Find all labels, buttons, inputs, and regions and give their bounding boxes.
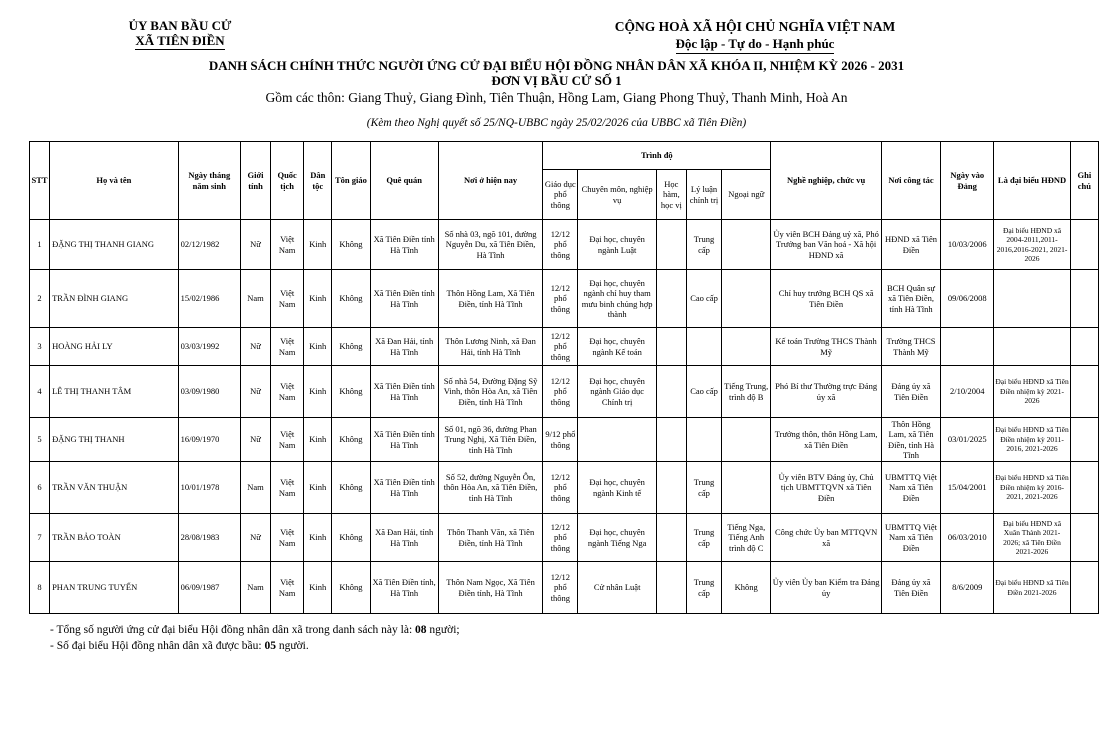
cell-gender: Nữ [240,328,270,366]
cell-name: TRẦN VĂN THUẬN [50,462,179,514]
cell-nationality: Việt Nam [271,514,304,562]
cell-note [1070,366,1098,418]
col-party-date: Ngày vào Đảng [941,142,994,220]
col-hometown: Quê quán [370,142,438,220]
cell-ethnicity: Kinh [304,562,332,614]
cell-job: Trưởng thôn, thôn Hồng Lam, xã Tiên Điền [771,418,882,462]
cell-dob: 06/09/1987 [178,562,240,614]
table-row [30,514,1099,562]
cell-name: HOÀNG HẢI LY [50,328,179,366]
cell-party-date: 8/6/2009 [941,562,994,614]
cell-specialty: Đại học, chuyên ngành Giáo dục Chính trị [578,366,656,418]
table-row [30,418,1099,462]
table-row [30,366,1099,418]
cell-religion: Không [332,562,370,614]
cell-gender: Nữ [240,366,270,418]
cell-stt: 8 [30,562,50,614]
cell-specialty: Đại học, chuyên ngành Kinh tế [578,462,656,514]
col-job: Nghề nghiệp, chức vụ [771,142,882,220]
cell-hometown: Xã Tiên Điền tỉnh Hà Tĩnh [370,418,438,462]
cell-academic [656,562,686,614]
cell-specialty: Cử nhân Luật [578,562,656,614]
cell-party-date: 03/01/2025 [941,418,994,462]
cell-ethnicity: Kinh [304,328,332,366]
cell-dob: 28/08/1983 [178,514,240,562]
col-stt: STT [30,142,50,220]
cell-general-edu: 12/12 phổ thông [543,514,578,562]
issuer-commune: XÃ TIÊN ĐIỀN [135,33,225,48]
cell-political: Cao cấp [686,366,721,418]
attachment-note: (Kèm theo Nghị quyết số 25/NQ-UBBC ngày 25/02/2026 của UBBC xã Tiên Điền) [366,117,747,129]
col-gender: Giới tính [240,142,270,220]
cell-gender: Nữ [240,514,270,562]
col-academic: Học hàm, học vị [656,170,686,220]
cell-stt: 3 [30,328,50,366]
table-row [30,562,1099,614]
cell-religion: Không [332,220,370,270]
cell-workplace: Đảng ủy xã Tiên Điền [881,366,940,418]
cell-residence: Thôn Nam Ngọc, Xã Tiên Điền tỉnh, Hà Tĩnh [438,562,542,614]
cell-specialty: Đại học, chuyên ngành Kế toán [578,328,656,366]
cell-nationality: Việt Nam [271,366,304,418]
cell-language [722,462,771,514]
issuer-block [95,18,265,50]
cell-party-date: 2/10/2004 [941,366,994,418]
col-workplace: Nơi công tác [881,142,940,220]
table-row [30,220,1099,270]
cell-note [1070,514,1098,562]
cell-name: LÊ THỊ THANH TÂM [50,366,179,418]
cell-note [1070,270,1098,328]
cell-dob: 02/12/1982 [178,220,240,270]
cell-dob: 03/03/1992 [178,328,240,366]
cell-delegate: Đại biểu HĐND xã Tiên Điền nhiệm kỳ 2021-2026 [994,366,1070,418]
table-body [30,220,1099,614]
col-religion: Tôn giáo [332,142,370,220]
cell-general-edu: 12/12 phổ thông [543,328,578,366]
country-name: CỘNG HOÀ XÃ HỘI CHỦ NGHĨA VIỆT NAM [614,19,896,34]
cell-political: Trung cấp [686,562,721,614]
footer-elected-text: - Số đại biểu Hội đồng nhân dân xã được bầu: [50,640,265,652]
cell-workplace: BCH Quân sự xã Tiên Điền, tỉnh Hà Tĩnh [881,270,940,328]
cell-nationality: Việt Nam [271,328,304,366]
col-dob: Ngày tháng năm sinh [178,142,240,220]
cell-residence: Số nhà 54, Đường Đặng Sỹ Vinh, thôn Hòa An, xã Tiên Điền, tỉnh Hà Tĩnh [438,366,542,418]
cell-stt: 6 [30,462,50,514]
cell-academic [656,462,686,514]
table-row [30,270,1099,328]
cell-specialty: Đại học, chuyên ngành chỉ huy tham mưu binh chủng hợp thành [578,270,656,328]
cell-hometown: Xã Tiên Điền tỉnh Hà Tĩnh [370,366,438,418]
cell-delegate: Đại biểu HĐND xã Tiên Điền nhiệm kỳ 2016-2021, 2021-2026 [994,462,1070,514]
cell-ethnicity: Kinh [304,220,332,270]
cell-religion: Không [332,462,370,514]
cell-stt: 1 [30,220,50,270]
cell-general-edu: 12/12 phổ thông [543,366,578,418]
footer-elected-count [50,640,309,652]
cell-job: Kế toán Trường THCS Thành Mỹ [771,328,882,366]
footer-elected-suffix: người. [275,640,309,652]
cell-workplace: Trường THCS Thành Mỹ [881,328,940,366]
cell-nationality: Việt Nam [271,270,304,328]
cell-academic [656,366,686,418]
cell-gender: Nữ [240,220,270,270]
cell-note [1070,562,1098,614]
cell-religion: Không [332,328,370,366]
cell-job: Phó Bí thư Thường trực Đảng ủy xã [771,366,882,418]
issuer-name: ỦY BAN BẦU CỬ [128,18,232,33]
cell-name: ĐẶNG THỊ THANH [50,418,179,462]
cell-dob: 03/09/1980 [178,366,240,418]
cell-gender: Nam [240,270,270,328]
cell-job: Ủy viên Ủy ban Kiểm tra Đảng ủy [771,562,882,614]
col-specialty: Chuyên môn, nghiệp vụ [578,170,656,220]
cell-residence: Thôn Thanh Văn, xã Tiên Điền, tỉnh Hà Tĩnh [438,514,542,562]
cell-delegate: Đại biểu HĐND xã Xuân Thành 2021-2026; xã Tiên Điền 2021-2026 [994,514,1070,562]
cell-language [722,328,771,366]
cell-ethnicity: Kinh [304,270,332,328]
cell-party-date: 15/04/2001 [941,462,994,514]
title-line-2: ĐƠN VỊ BẦU CỬ SỐ 1 [491,73,622,88]
cell-hometown: Xã Đan Hải, tỉnh Hà Tĩnh [370,328,438,366]
cell-religion: Không [332,270,370,328]
candidate-table [29,141,1099,614]
cell-language [722,270,771,328]
cell-academic [656,328,686,366]
cell-residence: Số 01, ngõ 36, đường Phan Trung Nghị, Xã Tiên Điền, tỉnh Hà Tĩnh [438,418,542,462]
cell-ethnicity: Kinh [304,366,332,418]
cell-general-edu: 12/12 phổ thông [543,220,578,270]
cell-workplace: UBMTTQ Việt Nam xã Tiên Điền [881,514,940,562]
cell-religion: Không [332,366,370,418]
cell-hometown: Xã Tiên Điền tỉnh Hà Tĩnh [370,462,438,514]
cell-delegate [994,270,1070,328]
cell-hometown: Xã Tiên Điền tỉnh, Hà Tĩnh [370,562,438,614]
cell-stt: 7 [30,514,50,562]
cell-note [1070,462,1098,514]
document-title [0,58,1113,88]
motto: Độc lập - Tự do - Hạnh phúc [676,35,835,54]
cell-general-edu: 9/12 phổ thông [543,418,578,462]
cell-dob: 16/09/1970 [178,418,240,462]
col-language: Ngoại ngữ [722,170,771,220]
title-line-1: DANH SÁCH CHÍNH THỨC NGƯỜI ỨNG CỬ ĐẠI BIỂU HỘI ĐỒNG NHÂN DÂN XÃ KHÓA II, NHIỆM KỲ 2026 - 2031 [208,58,905,73]
cell-religion: Không [332,514,370,562]
cell-specialty: Đại học, chuyên ngành Tiếng Nga [578,514,656,562]
cell-workplace: UBMTTQ Việt Nam xã Tiên Điền [881,462,940,514]
col-education-group: Trình độ [543,142,771,170]
cell-academic [656,220,686,270]
cell-delegate: Đại biểu HĐND xã 2004-2011,2011-2016,2016-2021, 2021-2026 [994,220,1070,270]
footer-elected-value: 05 [264,640,276,652]
cell-religion: Không [332,418,370,462]
cell-note [1070,418,1098,462]
cell-party-date: 09/06/2008 [941,270,994,328]
cell-nationality: Việt Nam [271,562,304,614]
cell-ethnicity: Kinh [304,514,332,562]
col-nationality: Quốc tịch [271,142,304,220]
cell-party-date: 06/03/2010 [941,514,994,562]
cell-name: PHAN TRUNG TUYẾN [50,562,179,614]
cell-dob: 10/01/1978 [178,462,240,514]
cell-delegate [994,328,1070,366]
footer-total-text: - Tổng số người ứng cử đại biểu Hội đồng nhân dân xã trong danh sách này là: [50,624,416,636]
cell-language [722,418,771,462]
col-political: Lý luận chính trị [686,170,721,220]
cell-academic [656,418,686,462]
col-name: Họ và tên [50,142,179,220]
cell-nationality: Việt Nam [271,418,304,462]
cell-gender: Nam [240,462,270,514]
cell-residence: Thôn Lương Ninh, xã Đan Hải, tỉnh Hà Tĩnh [438,328,542,366]
cell-political: Cao cấp [686,270,721,328]
col-note: Ghi chú [1070,142,1098,220]
table-row [30,328,1099,366]
cell-workplace: Thôn Hồng Lam, xã Tiên Điền, tỉnh Hà Tĩnh [881,418,940,462]
col-general-edu: Giáo dục phổ thông [543,170,578,220]
cell-gender: Nữ [240,418,270,462]
cell-residence: Số nhà 03, ngõ 101, đường Nguyễn Du, xã Tiên Điền, Hà Tĩnh [438,220,542,270]
cell-job: Chỉ huy trưởng BCH QS xã Tiên Điền [771,270,882,328]
col-delegate: Là đại biểu HĐND [994,142,1070,220]
national-motto-block [585,18,925,54]
cell-note [1070,328,1098,366]
villages-line: Gồm các thôn: Giang Thuỷ, Giang Đình, Tiên Thuận, Hồng Lam, Giang Phong Thuỷ, Thanh Minh, Hoà An [265,90,848,105]
col-ethnicity: Dân tộc [304,142,332,220]
col-residence: Nơi ở hiện nay [438,142,542,220]
cell-nationality: Việt Nam [271,220,304,270]
cell-hometown: Xã Đan Hải, tỉnh Hà Tĩnh [370,514,438,562]
cell-note [1070,220,1098,270]
footer-total-suffix: người; [426,624,460,636]
cell-specialty: Đại học, chuyên ngành Luật [578,220,656,270]
cell-hometown: Xã Tiên Điền tỉnh Hà Tĩnh [370,270,438,328]
cell-dob: 15/02/1986 [178,270,240,328]
cell-gender: Nam [240,562,270,614]
cell-academic [656,270,686,328]
cell-job: Ủy viên BTV Đảng ủy, Chủ tịch UBMTTQVN xã Tiên Điền [771,462,882,514]
cell-ethnicity: Kinh [304,462,332,514]
cell-workplace: Đảng ủy xã Tiên Điền [881,562,940,614]
cell-stt: 2 [30,270,50,328]
cell-political: Trung cấp [686,462,721,514]
cell-academic [656,514,686,562]
cell-residence: Số 52, đường Nguyễn Ôn, thôn Hòa An, xã Tiên Điền, tỉnh Hà Tĩnh [438,462,542,514]
cell-language: Tiếng Trung, trình độ B [722,366,771,418]
cell-residence: Thôn Hồng Lam, Xã Tiên Điền, tỉnh Hà Tĩnh [438,270,542,328]
cell-general-edu: 12/12 phổ thông [543,462,578,514]
cell-party-date: 10/03/2006 [941,220,994,270]
cell-nationality: Việt Nam [271,462,304,514]
cell-party-date [941,328,994,366]
cell-workplace: HĐND xã Tiên Điền [881,220,940,270]
cell-political [686,328,721,366]
cell-hometown: Xã Tiên Điền tỉnh Hà Tĩnh [370,220,438,270]
cell-language [722,220,771,270]
cell-general-edu: 12/12 phổ thông [543,270,578,328]
cell-stt: 5 [30,418,50,462]
table-row [30,462,1099,514]
cell-specialty [578,418,656,462]
cell-language: Không [722,562,771,614]
cell-stt: 4 [30,366,50,418]
cell-name: ĐẶNG THỊ THANH GIANG [50,220,179,270]
cell-political: Trung cấp [686,220,721,270]
footer-total-value: 08 [415,624,427,636]
cell-political: Trung cấp [686,514,721,562]
cell-ethnicity: Kinh [304,418,332,462]
footer-total-candidates [50,624,460,636]
cell-name: TRẦN BẢO TOÀN [50,514,179,562]
cell-name: TRẦN ĐÌNH GIANG [50,270,179,328]
cell-job: Công chức Ủy ban MTTQVN xã [771,514,882,562]
cell-job: Ủy viên BCH Đảng uỷ xã, Phó Trưởng ban Văn hoá - Xã hội HĐND xã [771,220,882,270]
cell-delegate: Đại biểu HĐND xã Tiên Điền nhiệm kỳ 2011-2016, 2021-2026 [994,418,1070,462]
cell-political [686,418,721,462]
cell-general-edu: 12/12 phổ thông [543,562,578,614]
cell-language: Tiếng Nga, Tiếng Anh trình độ C [722,514,771,562]
cell-delegate: Đại biểu HĐND xã Tiên Điền 2021-2026 [994,562,1070,614]
